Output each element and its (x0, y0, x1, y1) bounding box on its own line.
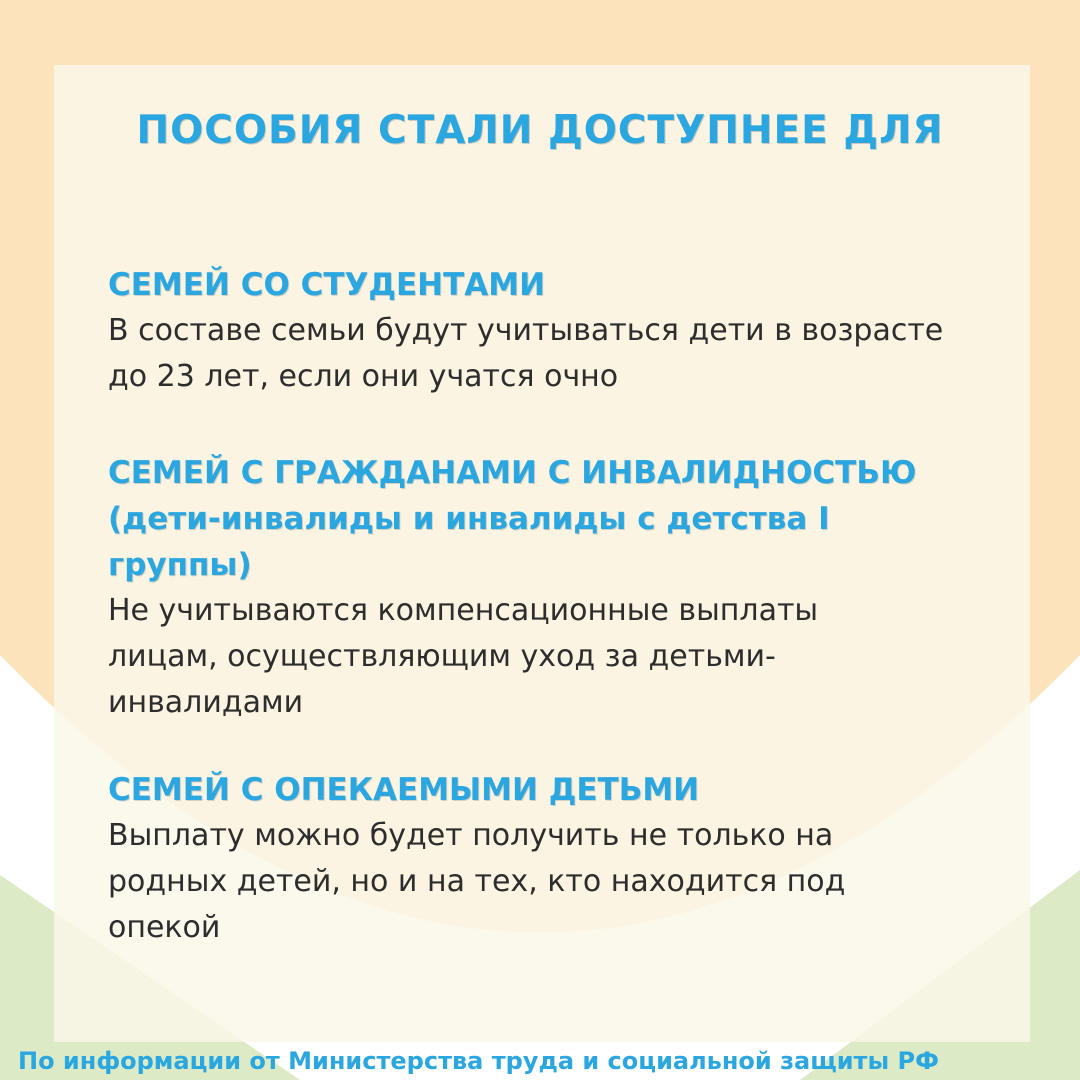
heading-line: СЕМЕЙ СО СТУДЕНТАМИ (108, 267, 546, 303)
section-disability (108, 450, 948, 726)
heading-line: СЕМЕЙ С ГРАЖДАНАМИ С ИНВАЛИДНОСТЬЮ (108, 455, 917, 491)
section-heading (108, 262, 948, 308)
text-line: до 23 лет, если они учатся очно (108, 359, 619, 394)
text-line: опекой (108, 910, 221, 945)
page-title: ПОСОБИЯ СТАЛИ ДОСТУПНЕЕ ДЛЯ (136, 108, 944, 153)
text-line: Не учитываются компенсационные выплаты (108, 593, 819, 628)
source-footer: По информации от Министерства труда и социальной защиты РФ (18, 1047, 939, 1075)
text-line: инвалидами (108, 685, 304, 720)
section-heading (108, 450, 948, 588)
section-heading (108, 767, 948, 813)
section-text (108, 588, 948, 726)
section-text (108, 813, 948, 951)
section-text (108, 308, 948, 400)
text-line: лицам, осуществляющим уход за детьми- (108, 639, 776, 674)
heading-line: СЕМЕЙ С ОПЕКАЕМЫМИ ДЕТЬМИ (108, 772, 700, 808)
section-students (108, 262, 948, 400)
text-line: В составе семьи будут учитываться дети в возрасте (108, 313, 944, 348)
text-line: родных детей, но и на тех, кто находится под (108, 864, 846, 899)
heading-line: группы) (108, 547, 252, 583)
section-guardianship (108, 767, 948, 951)
heading-line: (дети-инвалиды и инвалиды с детства I (108, 501, 830, 537)
text-line: Выплату можно будет получить не только на (108, 818, 834, 853)
